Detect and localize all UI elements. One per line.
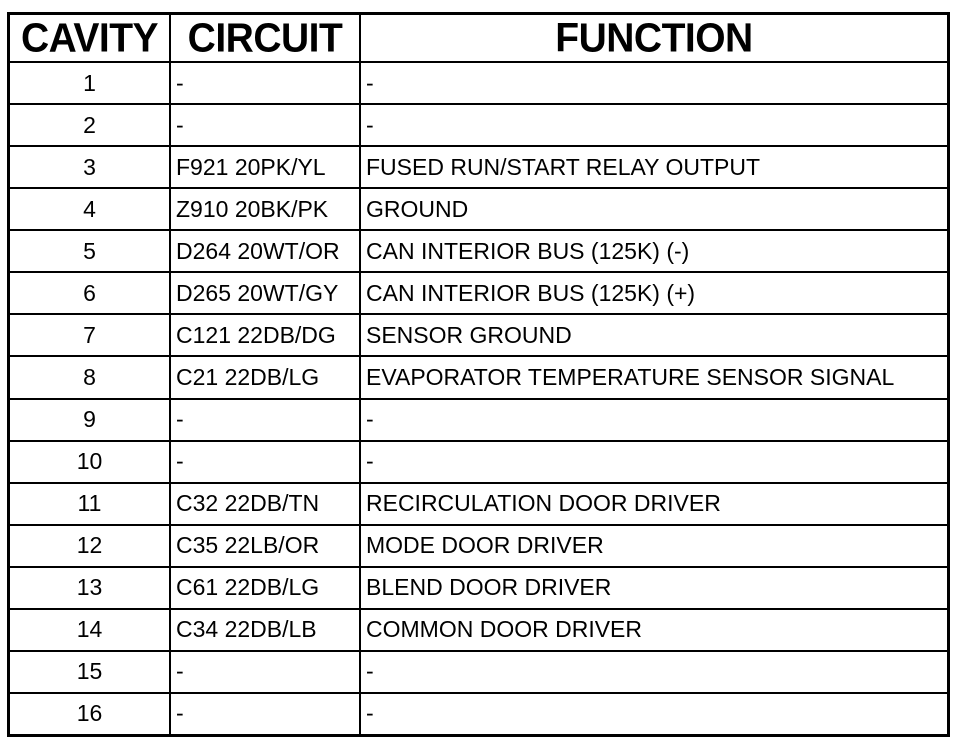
cavity-cell: 14 [10, 609, 170, 651]
table-row [10, 314, 947, 356]
table-row [10, 62, 947, 104]
table-row [10, 651, 947, 693]
function-cell: - [360, 62, 947, 104]
table-row [10, 693, 947, 734]
function-cell: FUSED RUN/START RELAY OUTPUT [360, 146, 947, 188]
cavity-cell: 8 [10, 356, 170, 398]
table-row [10, 272, 947, 314]
table-row [10, 146, 947, 188]
cavity-cell: 15 [10, 651, 170, 693]
circuit-cell: Z910 20BK/PK [170, 188, 360, 230]
connector-pinout-table [10, 15, 947, 734]
circuit-cell: - [170, 399, 360, 441]
function-cell: CAN INTERIOR BUS (125K) (+) [360, 272, 947, 314]
table-row [10, 441, 947, 483]
column-header-cavity-label: CAVITY [20, 15, 159, 61]
function-cell: EVAPORATOR TEMPERATURE SENSOR SIGNAL [360, 356, 947, 398]
cavity-cell: 3 [10, 146, 170, 188]
table-row [10, 399, 947, 441]
function-cell: - [360, 104, 947, 146]
function-cell: CAN INTERIOR BUS (125K) (-) [360, 230, 947, 272]
cavity-cell: 16 [10, 693, 170, 734]
connector-pinout-table-frame [7, 12, 950, 737]
cavity-cell: 2 [10, 104, 170, 146]
table-row [10, 525, 947, 567]
table-row [10, 609, 947, 651]
column-header-function-label: FUNCTION [555, 15, 753, 61]
circuit-cell: C21 22DB/LG [170, 356, 360, 398]
function-cell: GROUND [360, 188, 947, 230]
function-cell: BLEND DOOR DRIVER [360, 567, 947, 609]
function-cell: COMMON DOOR DRIVER [360, 609, 947, 651]
cavity-cell: 5 [10, 230, 170, 272]
circuit-cell: - [170, 62, 360, 104]
cavity-cell: 6 [10, 272, 170, 314]
column-header-cavity [10, 15, 170, 62]
function-cell: SENSOR GROUND [360, 314, 947, 356]
cavity-cell: 1 [10, 62, 170, 104]
table-row [10, 230, 947, 272]
function-cell: - [360, 693, 947, 734]
cavity-cell: 9 [10, 399, 170, 441]
function-cell: - [360, 441, 947, 483]
circuit-cell: F921 20PK/YL [170, 146, 360, 188]
circuit-cell: - [170, 104, 360, 146]
cavity-cell: 7 [10, 314, 170, 356]
circuit-cell: C34 22DB/LB [170, 609, 360, 651]
function-cell: MODE DOOR DRIVER [360, 525, 947, 567]
circuit-cell: - [170, 651, 360, 693]
column-header-circuit [170, 15, 360, 62]
circuit-cell: - [170, 441, 360, 483]
circuit-cell: - [170, 693, 360, 734]
cavity-cell: 12 [10, 525, 170, 567]
column-header-circuit-label: CIRCUIT [187, 15, 343, 61]
function-cell: - [360, 399, 947, 441]
circuit-cell: D265 20WT/GY [170, 272, 360, 314]
function-cell: - [360, 651, 947, 693]
table-row [10, 567, 947, 609]
table-header [10, 15, 947, 62]
table-row [10, 483, 947, 525]
header-row [10, 15, 947, 62]
circuit-cell: C35 22LB/OR [170, 525, 360, 567]
circuit-cell: D264 20WT/OR [170, 230, 360, 272]
table-row [10, 188, 947, 230]
table-row [10, 104, 947, 146]
function-cell: RECIRCULATION DOOR DRIVER [360, 483, 947, 525]
cavity-cell: 11 [10, 483, 170, 525]
table-body [10, 62, 947, 734]
cavity-cell: 10 [10, 441, 170, 483]
circuit-cell: C32 22DB/TN [170, 483, 360, 525]
cavity-cell: 4 [10, 188, 170, 230]
table-row [10, 356, 947, 398]
circuit-cell: C61 22DB/LG [170, 567, 360, 609]
circuit-cell: C121 22DB/DG [170, 314, 360, 356]
cavity-cell: 13 [10, 567, 170, 609]
column-header-function [360, 15, 947, 62]
